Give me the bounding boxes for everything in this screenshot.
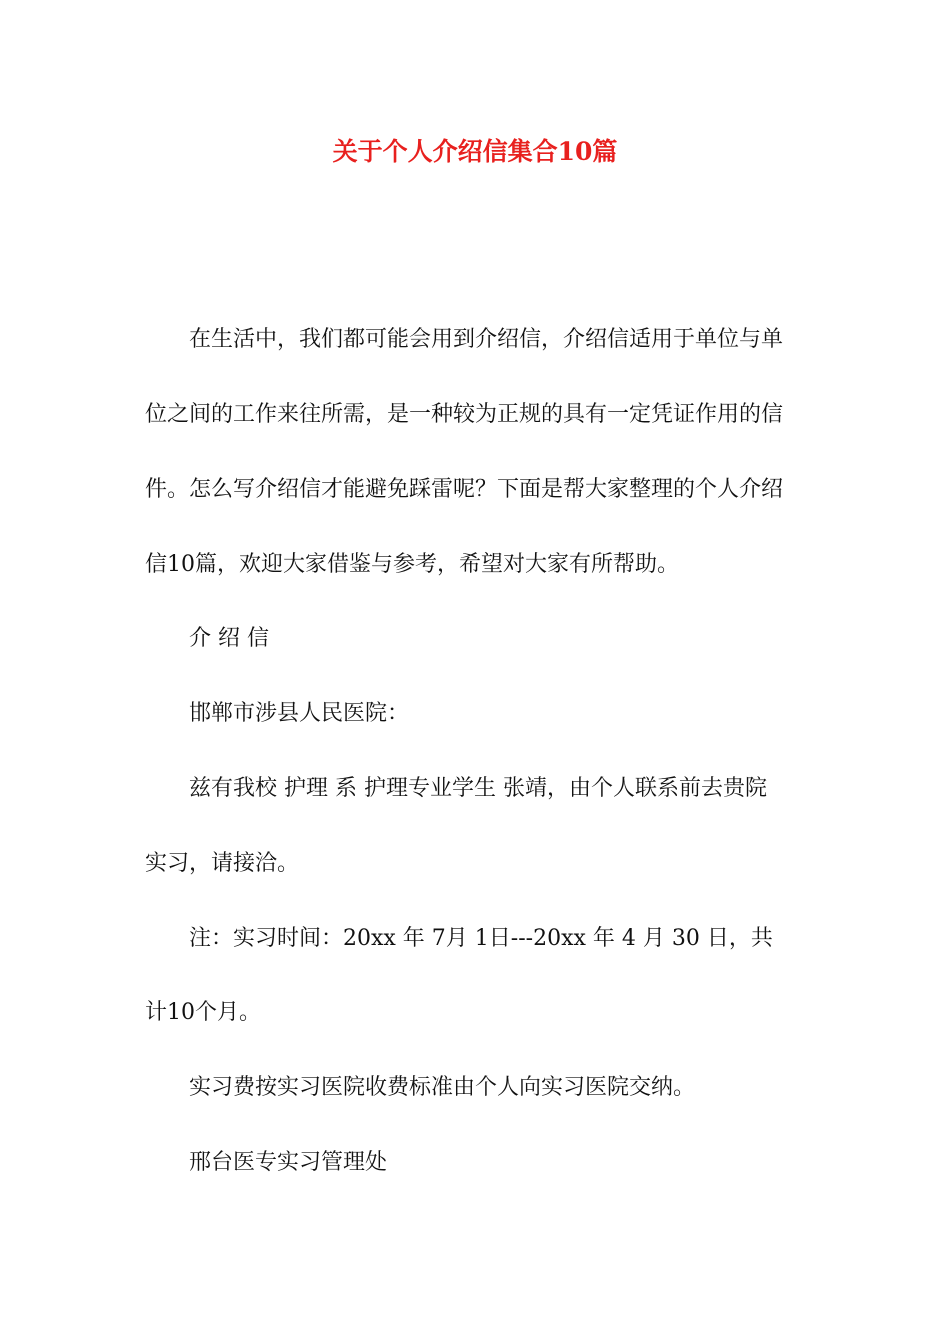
letter-note-line-2: 计10个月。 [145, 1000, 261, 1025]
letter-note-line-1: 注：实习时间：20xx 年 7月 1日---20xx 年 4 月 30 日，共 [189, 926, 773, 951]
letter-body-line-1: 兹有我校 护理 系 护理专业学生 张靖，由个人联系前去贵院 [189, 776, 767, 801]
intro-line-4: 信10篇，欢迎大家借鉴与参考，希望对大家有所帮助。 [145, 552, 679, 577]
letter-recipient: 邯郸市涉县人民医院： [189, 701, 410, 726]
letter-signature: 邢台医专实习管理处 [189, 1150, 388, 1175]
letter-body-line-2: 实习，请接洽。 [145, 851, 300, 876]
intro-line-3: 件。怎么写介绍信才能避免踩雷呢？下面是帮大家整理的个人介绍 [145, 477, 784, 502]
intro-line-1: 在生活中，我们都可能会用到介绍信，介绍信适用于单位与单 [189, 327, 784, 352]
document-title: 关于个人介绍信集合10篇 [332, 137, 618, 166]
intro-line-2: 位之间的工作来往所需，是一种较为正规的具有一定凭证作用的信 [145, 402, 784, 427]
letter-fee-note: 实习费按实习医院收费标准由个人向实习医院交纳。 [189, 1075, 696, 1100]
letter-heading: 介 绍 信 [189, 626, 269, 651]
